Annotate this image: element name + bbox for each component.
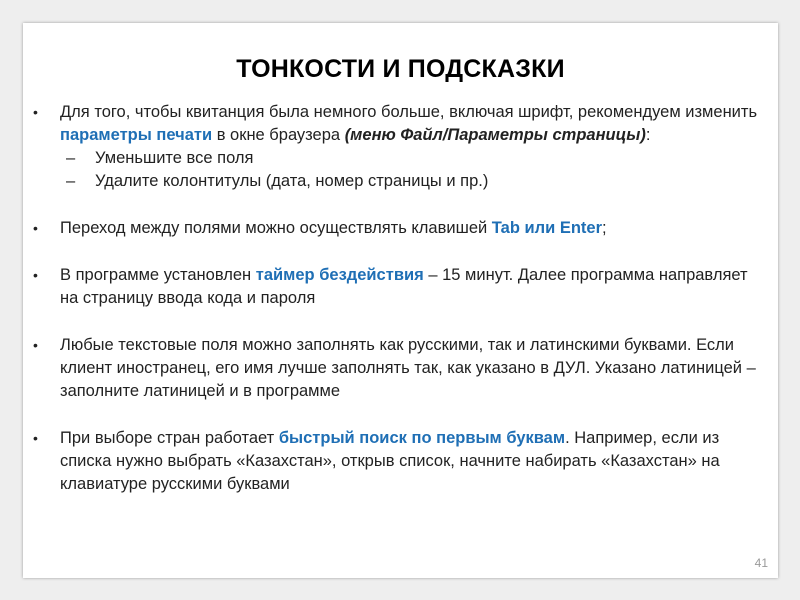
bullet-country-search bbox=[33, 427, 763, 496]
sub-bullet-headers: – Удалите колонтитулы (дата, номер страницы и пр.) bbox=[33, 170, 763, 193]
slide bbox=[23, 23, 778, 578]
highlight-print-settings: параметры печати bbox=[60, 126, 213, 144]
bullet-text: Для того, чтобы квитанция была немного больше, включая шрифт, рекомендуем изменить bbox=[60, 103, 758, 121]
bullet-text: в окне браузера bbox=[212, 126, 345, 144]
sub-bullet-margins: – Уменьшите все поля bbox=[33, 147, 763, 170]
highlight-timer: таймер бездействия bbox=[255, 266, 424, 284]
menu-path: (меню Файл/Параметры страницы) bbox=[344, 126, 646, 144]
bullet-text: Переход между полями можно осуществлять клавишей bbox=[60, 219, 492, 237]
bullet-text: : bbox=[645, 126, 651, 144]
slide-content bbox=[33, 101, 763, 496]
bullet-text: ; bbox=[602, 219, 607, 237]
bullet-text: – 15 минут. Далее программа направляет на страницу ввода кода и пароля bbox=[60, 266, 748, 307]
bullet-timer bbox=[33, 264, 763, 310]
highlight-search: быстрый поиск по первым буквам bbox=[278, 429, 566, 447]
highlight-keys: Tab или Enter bbox=[491, 219, 603, 237]
bullet-text: Любые текстовые поля можно заполнять как русскими, так и латинскими буквами. Если клиент иностранец, его имя лучше заполнять так, как указано в ДУЛ. Указано латиницей – заполните латиницей и в программе bbox=[60, 336, 756, 400]
bullet-text: В программе установлен bbox=[60, 266, 256, 284]
page-number: 41 bbox=[754, 556, 768, 570]
bullet-text-fields bbox=[33, 334, 763, 403]
slide-title: ТОНКОСТИ И ПОДСКАЗКИ bbox=[236, 55, 565, 83]
bullet-navigation bbox=[33, 217, 763, 240]
bullet-text: При выборе стран работает bbox=[60, 429, 279, 447]
bullet-print-settings bbox=[33, 101, 763, 147]
bullet-text: . Например, если из списка нужно выбрать «Казахстан», открыв список, начните набирать «Казахстан» на клавиатуре русскими буквами bbox=[60, 429, 720, 493]
